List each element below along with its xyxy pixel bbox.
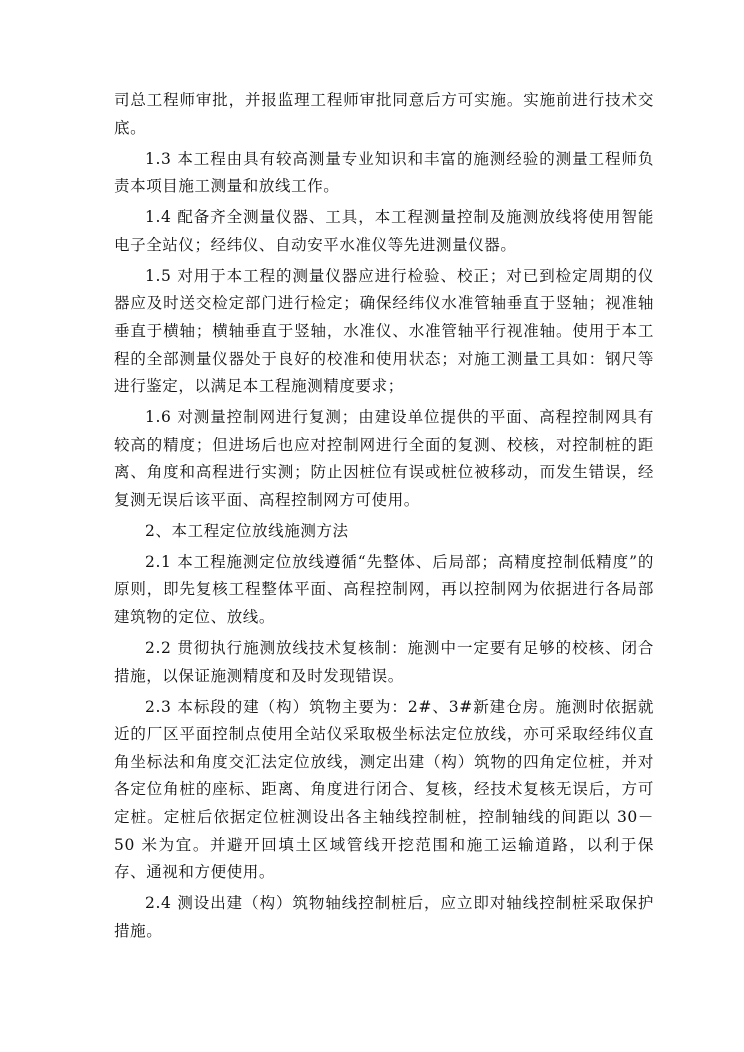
paragraph-1: 司总工程师审批，并报监理工程师审批同意后方可实施。实施前进行技术交底。: [114, 91, 654, 137]
document-body: [114, 87, 654, 949]
paragraph-1-3: 1.3 本工程由具有较高测量专业知识和丰富的施测经验的测量工程师负责本项目施工测量和放线工作。: [114, 149, 654, 196]
paragraph-1-6: 1.6 对测量控制网进行复测；由建设单位提供的平面、高程控制网具有较高的精度；但进场后也应对控制网进行全面的复测、校核，对控制桩的距离、角度和高程进行实测；防止因桩位有误或桩位被移动，而发生错误，经复测无误后该平面、高程控制网方可使用。: [114, 408, 654, 509]
paragraph-1-4: 1.4 配备齐全测量仪器、工具，本工程测量控制及施测放线将使用智能电子全站仪；经纬仪、自动安平水准仪等先进测量仪器。: [114, 208, 654, 254]
paragraph-2-4: 2.4 测设出建（构）筑物轴线控制桩后，应立即对轴线控制桩采取保护措施。: [114, 894, 654, 940]
section-heading-2: 2、本工程定位放线施测方法: [145, 521, 349, 540]
paragraph-2-3: 2.3 本标段的建（构）筑物主要为：2#、3#新建仓房。施测时依据就近的厂区平面控制点使用全站仪采取极坐标法定位放线，亦可采取经纬仪直角坐标法和角度交汇法定位放线，测定出建（构）筑物的四角定位桩，并对各定位角桩的座标、距离、角度进行闭合、复核，经技术复核无误后，方可定桩。定桩后依据定位桩测设出各主轴线控制桩，控制轴线的间距以 30－50 米为宜。并避开回填土区域管线开挖范围和施工运输道路，以利于保存、通视和方便使用。: [114, 697, 654, 882]
paragraph-2-2: 2.2 贯彻执行施测放线技术复核制：施测中一定要有足够的校核、闭合措施，以保证施测精度和及时发现错误。: [114, 639, 654, 685]
paragraph-2-1: 2.1 本工程施测定位放线遵循“先整体、后局部；高精度控制低精度”的原则，即先复核工程整体平面、高程控制网，再以控制网为依据进行各局部建筑物的定位、放线。: [114, 552, 654, 627]
paragraph-1-5: 1.5 对用于本工程的测量仪器应进行检验、校正；对已到检定周期的仪器应及时送交检定部门进行检定；确保经纬仪水准管轴垂直于竖轴；视准轴垂直于横轴；横轴垂直于竖轴，水准仪、水准管轴平行视准轴。使用于本工程的全部测量仪器处于良好的校准和使用状态；对施工测量工具如：钢尺等进行鉴定，以满足本工程施测精度要求；: [114, 266, 654, 396]
